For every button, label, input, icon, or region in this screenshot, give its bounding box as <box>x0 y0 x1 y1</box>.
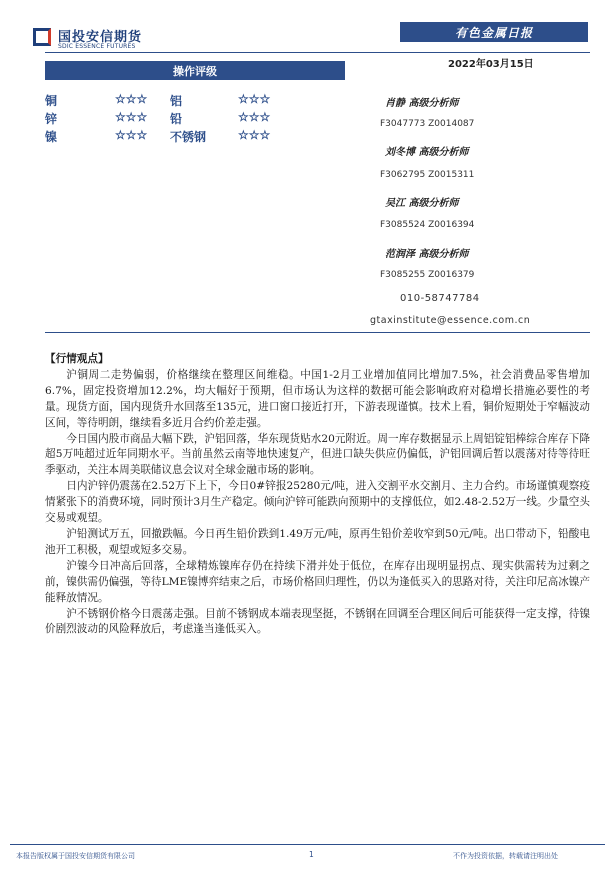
company-name-en: SDIC ESSENCE FUTURES <box>58 43 136 50</box>
analyst-name: 吴江 高级分析师 <box>385 198 459 209</box>
rating-row <box>45 110 345 128</box>
rating-title-bar: 操作评级 <box>45 61 345 80</box>
rating-row <box>45 128 345 146</box>
contact-phone: 010-58747784 <box>400 293 480 304</box>
report-date: 2022年03月15日 <box>448 59 534 70</box>
commentary-paragraph: 日内沪锌仍震荡在2.52万下上下，今日0#锌报25280元/吨，进入交割平水交割月、主力合约。市场谨慎观察疫情紧张下的消费环境，同时预计3月生产稳定。倾向沪锌可能跌向预期中的支撑低位，如2.48-2.52万一线。少量空头交易或观望。 <box>45 480 590 525</box>
rating-stars: ☆☆☆ <box>115 110 148 124</box>
rating-stars: ☆☆☆ <box>238 128 271 142</box>
commentary-paragraph: 沪铜周二走势偏弱，价格继续在整理区间维稳。中国1-2月工业增加值同比增加7.5%，社会消费品零售增加6.7%，固定投资增加12.2%，均大幅好于预期，但市场认为这样的数据可能会影响政府对稳增长措施必要性的考量。现货方面，国内现货升水回落至135元，进口窗口接近打开，下游表现谨慎。技术上看，铜价短期处于窄幅波动区间，等待明朗，继续看多近月合约价差走强。 <box>45 368 590 429</box>
rating-stars: ☆☆☆ <box>115 128 148 142</box>
commentary-paragraph: 沪不锈钢价格今日震荡走强。目前不锈钢成本端表现坚挺，不锈钢在回调至合理区间后可能获得一定支撑，待镍价剧烈波动的风险释放后，考虑逢当逢低买入。 <box>45 607 590 636</box>
company-name-cn: 国投安信期货 <box>58 30 143 45</box>
rating-stars: ☆☆☆ <box>238 92 271 106</box>
analyst-id: F3062795 Z0015311 <box>380 170 475 180</box>
footer-divider <box>10 844 605 845</box>
commentary-paragraph: 今日国内股市商品大幅下跌，沪铝回落，华东现货贴水20元附近。周一库存数据显示上周铝锭铝棒综合库存下降超5万吨超过近年同期水平。当前虽然云南等地快速复产，但进口缺失供应仍偏低，沪铝回调后暂以震荡对待等待旺季驱动，关注本周美联储议息会议对全球金融市场的影响。 <box>45 432 590 477</box>
header-divider <box>45 52 590 53</box>
analyst-id: F3085524 Z0016394 <box>380 220 475 230</box>
section-divider <box>45 332 590 333</box>
analyst-name: 肖静 高级分析师 <box>385 98 459 109</box>
rating-stars: ☆☆☆ <box>238 110 271 124</box>
analyst-name: 刘冬博 高级分析师 <box>385 147 469 158</box>
rating-row <box>45 92 345 110</box>
page-number: 1 <box>309 850 314 859</box>
contact-email[interactable]: gtaxinstitute@essence.com.cn <box>370 315 531 326</box>
footer-copyright: 本报告版权属于国投安信期货有限公司 <box>16 852 135 860</box>
rating-metal: 铜 <box>45 94 58 108</box>
rating-metal: 不锈钢 <box>170 130 207 144</box>
commentary-paragraph: 沪镍今日冲高后回落，全球精炼镍库存仍在持续下滑并处于低位，在库存出现明显拐点、现实供需转为过剩之前，镍供需仍偏强，等待LME镍博弈结束之后，市场价格回归理性，仍以为逢低买入的思路对待，关注印尼高冰镍产能释放情况。 <box>45 559 590 604</box>
company-logo-icon <box>33 28 51 46</box>
market-commentary <box>45 352 590 638</box>
rating-metal: 铝 <box>170 94 183 108</box>
rating-metal: 锌 <box>45 112 58 126</box>
analyst-id: F3047773 Z0014087 <box>380 119 475 129</box>
report-type-badge: 有色金属日报 <box>400 22 588 42</box>
rating-stars: ☆☆☆ <box>115 92 148 106</box>
footer-disclaimer: 不作为投资依据，转载请注明出处 <box>453 852 558 860</box>
analyst-id: F3085255 Z0016379 <box>380 270 475 280</box>
rating-metal: 镍 <box>45 130 58 144</box>
commentary-heading: 【行情观点】 <box>45 353 109 365</box>
rating-metal: 铅 <box>170 112 183 126</box>
commentary-paragraph: 沪铅测试万五，回撤跌幅。今日再生铅价跌到1.49万元/吨，原再生铅价差收窄到50元/吨。出口带动下，铅酸电池开工积极，观望或短多交易。 <box>45 527 590 556</box>
analyst-name: 范润泽 高级分析师 <box>385 249 469 260</box>
